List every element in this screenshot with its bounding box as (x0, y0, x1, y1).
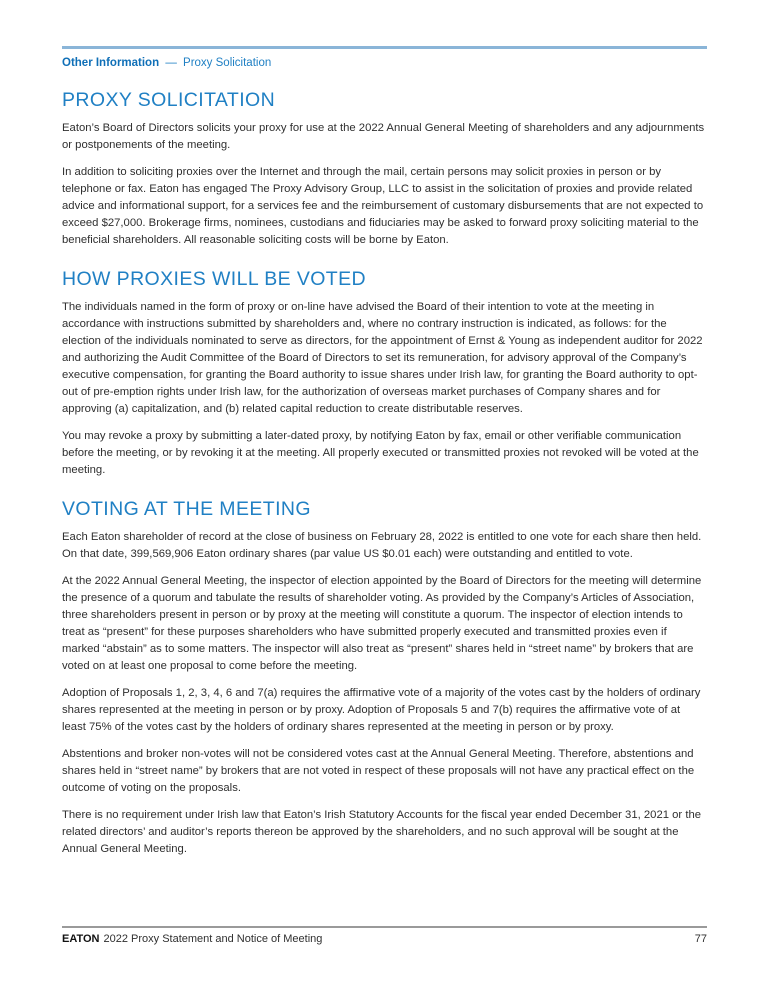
footer-left (62, 933, 322, 946)
paragraph: You may revoke a proxy by submitting a later-dated proxy, by notifying Eaton by fax, email or other verifiable communication before the meeting, or by revoking it at the meeting. All properly executed or transmitted proxies not revoked will be voted at the meeting. (62, 430, 699, 476)
paragraph: At the 2022 Annual General Meeting, the inspector of election appointed by the Board of Directors for the meeting will determine the presence of a quorum and tabulate the results of shareholder voting. As provided by the Company’s Articles of Association, three shareholders present in person or by proxy at the meeting will constitute a quorum. The inspector of election intends to treat as “present” for these purposes shareholders who have submitted properly executed and transmitted proxies even if marked “abstain” as to some matters. The inspector will also treat as “present” shares held in “street name” by brokers that are voted on at least one proposal to come before the meeting. (62, 575, 702, 672)
page-content (62, 46, 707, 868)
section-voting-at-the-meeting (62, 498, 707, 858)
paragraph: In addition to soliciting proxies over the Internet and through the mail, certain persons may solicit proxies in person or by telephone or fax. Eaton has engaged The Proxy Advisory Group, LLC to assist in the solicitation of proxies and provide related advice and informational support, for a services fee and the reimbursement of customary disbursements that are not expected to exceed $27,000. Brokerage firms, nominees, custodians and fiduciaries may be asked to forward proxy soliciting material to the beneficial shareholders. All reasonable soliciting costs will be borne by Eaton. (62, 166, 704, 246)
footer-brand: EATON (62, 933, 100, 945)
paragraph: Eaton’s Board of Directors solicits your proxy for use at the 2022 Annual General Meeting of shareholders and any adjournments or postponements of the meeting. (62, 122, 705, 151)
section-heading-voting-at-the-meeting: VOTING AT THE MEETING (62, 498, 311, 520)
breadcrumb-section: Other Information (62, 57, 160, 69)
section-heading-proxy-solicitation: PROXY SOLICITATION (62, 89, 276, 111)
section-how-proxies-will-be-voted (62, 268, 707, 479)
header-rule (62, 46, 707, 49)
page-number: 77 (694, 933, 707, 945)
footer-title: 2022 Proxy Statement and Notice of Meeting (103, 933, 323, 945)
breadcrumb (62, 56, 707, 70)
section-heading-how-proxies-will-be-voted: HOW PROXIES WILL BE VOTED (62, 268, 366, 290)
breadcrumb-separator: — (165, 57, 177, 69)
page-footer (62, 926, 707, 946)
paragraph: The individuals named in the form of proxy or on-line have advised the Board of their intention to vote at the meeting in accordance with instructions submitted by shareholders and, where no contrary instruction is indicated, as follows: for the election of the individuals nominated to serve as directors, for the appointment of Ernst & Young as independent auditor for 2022 and authorizing the Audit Committee of the Board of Directors to set its remuneration, for advisory approval of the Company’s executive compensation, for granting the Board authority to issue shares under Irish law, for granting the Board authority to opt-out of pre-emption rights under Irish law, for the authorization of overseas market purchases of Company shares and for approving (a) capitalization, and (b) related capital reduction to create distributable reserves. (62, 301, 703, 415)
paragraph: Abstentions and broker non-votes will not be considered votes cast at the Annual General Meeting. Therefore, abstentions and shares held in “street name” by brokers that are not voted in respect of these proposals will not have any practical effect on the outcome of voting on the proposals. (62, 748, 695, 794)
paragraph: There is no requirement under Irish law that Eaton’s Irish Statutory Accounts for the fiscal year ended December 31, 2021 or the related directors’ and auditor’s reports thereon be approved by the shareholders, and no such approval will be sought at the Annual General Meeting. (62, 809, 702, 855)
paragraph: Adoption of Proposals 1, 2, 3, 4, 6 and 7(a) requires the affirmative vote of a majority of the votes cast by the holders of ordinary shares represented at the meeting in person or by proxy. Adoption of Proposals 5 and 7(b) requires the affirmative vote of at least 75% of the votes cast by the holders of ordinary shares represented at the meeting in person or by proxy. (62, 687, 701, 733)
paragraph: Each Eaton shareholder of record at the close of business on February 28, 2022 is entitled to one vote for each share then held. On that date, 399,569,906 Eaton ordinary shares (par value US $0.01 each) were outstanding and entitled to vote. (62, 531, 702, 560)
section-proxy-solicitation (62, 89, 707, 249)
breadcrumb-subsection: Proxy Solicitation (183, 57, 272, 69)
